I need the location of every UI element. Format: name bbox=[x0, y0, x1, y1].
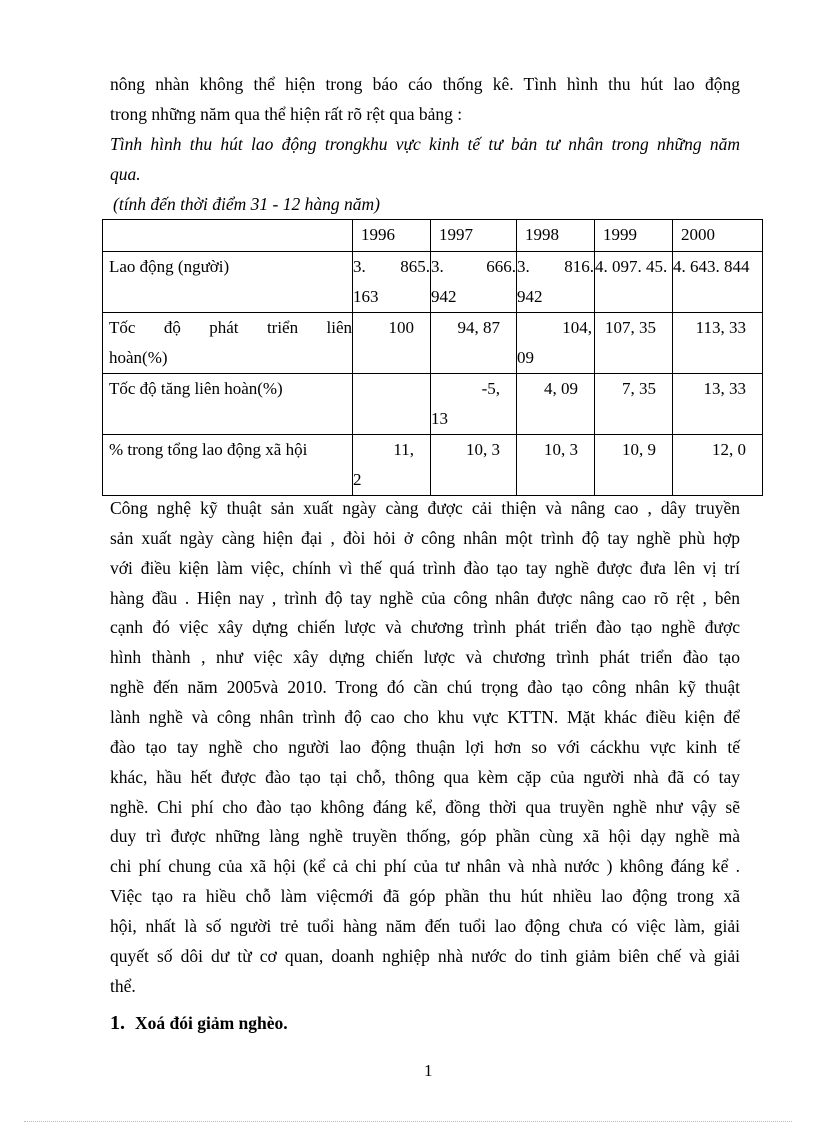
table-cell: 113, 33 bbox=[673, 313, 763, 374]
year-header: 1996 bbox=[353, 220, 431, 252]
table-row bbox=[103, 313, 763, 374]
intro-line-1: nông nhàn không thể hiện trong báo cáo thống kê. Tình hình thu hút lao động bbox=[110, 74, 740, 94]
table-cell: 3. 816. 942 bbox=[517, 252, 595, 313]
body-line: với điều kiện làm việc, chính vì thế quá trình đào tạo tay nghề được đưa lên vị trí bbox=[110, 557, 740, 578]
page-number: 1 bbox=[424, 1061, 433, 1080]
table-cell: 13, 33 bbox=[673, 374, 763, 435]
body-line: cạnh đó việc xây dựng chiến lược và chương trình phát triển đào tạo nghề được bbox=[110, 617, 740, 638]
table-cell: 3. 666. 942 bbox=[431, 252, 517, 313]
table-row bbox=[103, 374, 763, 435]
table-corner-cell bbox=[103, 220, 353, 252]
labor-table bbox=[102, 219, 763, 496]
table-cell: 100 bbox=[353, 313, 431, 374]
table-cell: -5, 13 bbox=[431, 374, 517, 435]
table-cell: 11, 2 bbox=[353, 435, 431, 496]
body-line: thể. bbox=[110, 975, 136, 996]
body-line: nghề đến năm 2005và 2010. Trong đó cần chú trọng đào tạo công nhân kỹ thuật bbox=[110, 677, 740, 698]
table-cell: 10, 9 bbox=[595, 435, 673, 496]
body-line: sản xuất ngày càng hiện đại , đòi hỏi ở công nhân một trình độ tay nghề phù hợp bbox=[110, 527, 740, 548]
row-label: % trong tổng lao động xã hội bbox=[103, 435, 353, 496]
body-line: hình thành , như việc xây dựng chiến lược và chương trình phát triển đào tạo bbox=[110, 647, 740, 668]
body-line: nghề. Chi phí cho đào tạo không đáng kể, đồng thời qua truyền nghề như vậy sẽ bbox=[110, 796, 740, 817]
body-line: khác, hầu hết được đào tạo tại chỗ, thông qua kèm cặp của người nhà đã có tay bbox=[110, 766, 740, 787]
table-cell: 3. 865. 163 bbox=[353, 252, 431, 313]
row-label: Tốc độ tăng liên hoàn(%) bbox=[103, 374, 353, 435]
table-cell: 10, 3 bbox=[517, 435, 595, 496]
table-cell: 10, 3 bbox=[431, 435, 517, 496]
row-label: Tốc độ phát triển liên hoàn(%) bbox=[103, 313, 353, 374]
table-header-row bbox=[103, 220, 763, 252]
year-header: 1999 bbox=[595, 220, 673, 252]
body-line: Việc tạo ra hiều chỗ làm việcmới đã góp phần thu hút nhiều lao động trong xã bbox=[110, 886, 740, 907]
body-line: quyết số dôi dư từ cơ quan, doanh nghiệp nhà nước do tinh giảm biên chế và giải bbox=[110, 945, 740, 966]
year-header: 2000 bbox=[673, 220, 763, 252]
table-cell: 4, 09 bbox=[517, 374, 595, 435]
table-row bbox=[103, 252, 763, 313]
caption-line-2: qua. bbox=[110, 164, 141, 184]
body-line: Công nghệ kỹ thuật sản xuất ngày càng được cải thiện và nâng cao , dây truyền bbox=[110, 498, 740, 518]
table-cell bbox=[353, 374, 431, 435]
body-line: chi phí chung của xã hội (kể cả chi phí của tư nhân và nhà nước ) không đáng kể . bbox=[110, 856, 740, 877]
body-line: duy trì được những làng nghề truyền thống, góp phần cùng xã hội dạy nghề mà bbox=[110, 826, 740, 847]
table-row bbox=[103, 435, 763, 496]
body-line: hàng đầu . Hiện nay , trình độ tay nghề của công nhân được nâng cao rõ rệt , bên bbox=[110, 587, 740, 608]
table-cell: 107, 35 bbox=[595, 313, 673, 374]
table-cell: 104, 09 bbox=[517, 313, 595, 374]
section-heading bbox=[110, 1012, 288, 1035]
table-cell: 7, 35 bbox=[595, 374, 673, 435]
row-label: Lao động (người) bbox=[103, 252, 353, 313]
intro-line-2: trong những năm qua thể hiện rất rõ rệt qua bảng : bbox=[110, 104, 463, 124]
section-number: 1. bbox=[110, 1012, 125, 1034]
year-header: 1998 bbox=[517, 220, 595, 252]
caption-note: (tính đến thời điểm 31 - 12 hàng năm) bbox=[113, 194, 380, 214]
table-cell: 4. 097. 45. bbox=[595, 252, 673, 313]
table-cell: 12, 0 bbox=[673, 435, 763, 496]
caption-line-1: Tình hình thu hút lao động trongkhu vực kinh tế tư bản tư nhân trong những năm bbox=[110, 134, 740, 154]
table-cell: 94, 87 bbox=[431, 313, 517, 374]
body-line: hội, nhất là số người trẻ tuổi hàng năm đến tuổi lao động chưa có việc làm, giải bbox=[110, 915, 740, 936]
body-line: đào tạo tay nghề cho người lao động thuận lợi hơn so với cáckhu vực kinh tế bbox=[110, 736, 740, 757]
table-cell: 4. 643. 844 bbox=[673, 252, 763, 313]
year-header: 1997 bbox=[431, 220, 517, 252]
body-line: lành nghề và công nhân trình độ cao cho khu vực KTTN. Mặt khác điều kiện để bbox=[110, 706, 740, 727]
footer-rule bbox=[24, 1121, 792, 1122]
section-title: Xoá đói giảm nghèo. bbox=[135, 1013, 288, 1033]
